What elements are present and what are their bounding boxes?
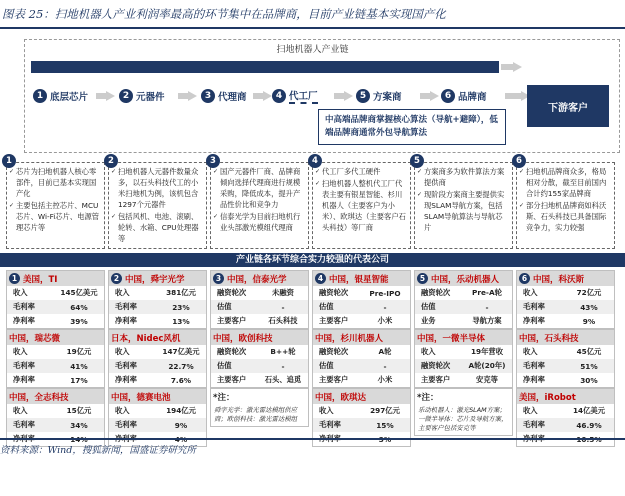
- step-number: 2: [119, 89, 133, 103]
- description-item: ✓ 扫地机器人元器件数量众多，以石头科技代工的小米扫地机为例，该机包含1297个元器件: [112, 166, 203, 210]
- company-name: [415, 330, 512, 345]
- company-group: [210, 388, 309, 427]
- metric-label: 收入: [115, 288, 130, 297]
- company-name-text: 中国，欧琪达: [315, 392, 367, 403]
- metric-value: 46.9%: [576, 420, 602, 430]
- company-column-4: [312, 270, 411, 438]
- metric-label: 估值: [319, 361, 334, 370]
- company-name: [517, 271, 614, 286]
- metric-row: [517, 418, 614, 432]
- algorithm-note-text: 中高端品牌商掌握核心算法（导航+避障），低端品牌商通常外包导航算法: [325, 115, 498, 138]
- rep-header: 产业链各环节综合实力较强的代表公司: [0, 253, 625, 267]
- company-number: 2: [111, 273, 122, 284]
- metric-label: 毛利率: [523, 361, 545, 370]
- metric-value: 15%: [376, 420, 394, 430]
- company-group: [516, 270, 615, 329]
- metric-row: [109, 345, 206, 359]
- company-name-text: 中国，乐动机器人: [431, 274, 500, 285]
- metric-value: -: [383, 302, 387, 312]
- metric-label: 融资轮次: [319, 347, 349, 356]
- metric-value: 9%: [582, 316, 596, 326]
- metric-label: 毛利率: [115, 302, 137, 311]
- company-name: [211, 330, 308, 345]
- company-name-text: 中国，石头科技: [519, 333, 579, 344]
- metric-row: [415, 300, 512, 314]
- step-arrow-head: [263, 91, 272, 101]
- chain-step-2: [119, 86, 165, 106]
- source-note: 资料来源：Wind，搜狐新闻，国盛证券研究所: [0, 445, 196, 456]
- metric-label: 融资轮次: [217, 288, 247, 297]
- title-rule: [0, 27, 625, 29]
- company-name-text: 中国，一微半导体: [417, 333, 486, 344]
- metric-label: 毛利率: [115, 420, 137, 429]
- metric-row: [313, 345, 410, 359]
- metric-row: [517, 314, 614, 328]
- chain-step-4: [272, 86, 318, 106]
- metric-row: [7, 418, 104, 432]
- metric-label: 收入: [523, 288, 538, 297]
- metric-value: 7.6%: [170, 375, 192, 385]
- metric-label: 融资轮次: [319, 288, 349, 297]
- metric-value: 45亿元: [576, 347, 602, 356]
- step-arrow-head: [106, 91, 115, 101]
- company-name: [211, 389, 308, 404]
- step-arrow-shaft: [253, 93, 263, 99]
- top-arrow-shaft: [501, 64, 513, 70]
- chain-step-5: [356, 86, 402, 106]
- metric-row: [517, 300, 614, 314]
- metric-value: -: [485, 302, 489, 312]
- metric-value: 64%: [70, 302, 88, 312]
- metric-row: [7, 314, 104, 328]
- description-number: 2: [104, 154, 118, 168]
- step-arrow-shaft: [96, 93, 106, 99]
- company-column-2: [108, 270, 207, 438]
- algorithm-note: [318, 109, 506, 145]
- company-group: [108, 270, 207, 329]
- company-name-text: 中国，德赛电池: [111, 392, 171, 403]
- company-name: [7, 271, 104, 286]
- metric-row: [211, 314, 308, 328]
- company-name: [109, 330, 206, 345]
- chain-label: 扫地机器人产业链: [276, 45, 349, 55]
- metric-row: [211, 373, 308, 387]
- metric-value: 9%: [174, 420, 188, 430]
- metric-label: 毛利率: [319, 420, 341, 429]
- description-item: ✓ 包括风机、电池、滚刷、轮转、水箱、CPU处理器等: [112, 211, 203, 244]
- metric-label: 收入: [319, 406, 334, 415]
- description-box-5: [414, 155, 513, 249]
- description-item: ✓ 芯片为扫地机器人核心零部件，目前已基本实现国产化: [10, 166, 101, 199]
- step-arrow-shaft: [420, 93, 430, 99]
- metric-value: 34%: [70, 420, 88, 430]
- description-list: [112, 166, 203, 244]
- step-label: 代理商: [218, 92, 247, 103]
- metric-row: [415, 373, 512, 387]
- metric-label: 毛利率: [115, 361, 137, 370]
- company-name: [415, 271, 512, 286]
- company-number: 4: [315, 273, 326, 284]
- metric-label: 主要客户: [319, 316, 349, 325]
- metric-value: 72亿元: [576, 288, 602, 297]
- metric-value: 381亿元: [166, 288, 196, 297]
- metric-label: 收入: [13, 288, 28, 297]
- metric-row: [313, 286, 410, 300]
- metric-label: 净利率: [13, 316, 35, 325]
- company-name-text: 中国，银星智能: [329, 274, 389, 285]
- metric-row: [109, 359, 206, 373]
- company-group: [516, 329, 615, 388]
- company-name-text: 中国，舜宇光学: [125, 274, 185, 285]
- metric-row: [7, 300, 104, 314]
- metric-value: Pre-A轮: [472, 288, 502, 297]
- description-number: 5: [410, 154, 424, 168]
- metric-row: [109, 314, 206, 328]
- step-number: 3: [201, 89, 215, 103]
- metric-row: [415, 345, 512, 359]
- metric-value: -: [383, 361, 387, 371]
- metric-row: [211, 345, 308, 359]
- description-number: 3: [206, 154, 220, 168]
- company-group: [312, 270, 411, 329]
- company-number: 5: [417, 273, 428, 284]
- description-item: ✓ 主要包括主控芯片、MCU芯片、Wi-Fi芯片、电源管理芯片等: [10, 200, 101, 233]
- metric-value: 19亿元: [66, 347, 92, 356]
- metric-label: 融资轮次: [217, 347, 247, 356]
- description-item: ✓ 方案商多为软件算法方案提供商: [418, 166, 509, 188]
- metric-row: [415, 314, 512, 328]
- description-list: [10, 166, 101, 233]
- company-name: [517, 389, 614, 404]
- step-number: 6: [441, 89, 455, 103]
- description-list: [214, 166, 305, 233]
- step-arrow-shaft: [505, 93, 521, 99]
- metric-row: [517, 286, 614, 300]
- metric-value: 147亿美元: [162, 347, 200, 356]
- metric-label: 净利率: [523, 375, 545, 384]
- company-group: [414, 270, 513, 329]
- metric-row: [313, 373, 410, 387]
- chain-step-3: [201, 86, 247, 106]
- metric-label: 主要客户: [217, 316, 247, 325]
- metric-value: 13%: [172, 316, 190, 326]
- description-number: 1: [2, 154, 16, 168]
- company-name: [7, 330, 104, 345]
- metric-row: [211, 300, 308, 314]
- description-item: ✓ 扫地机器人整机代工厂代表主要有银星智能、杉川机器人（主要客户为小米）、欧琪达（主要客户石头科技）等厂商: [316, 178, 407, 233]
- metric-label: 估值: [421, 302, 436, 311]
- metric-row: [109, 404, 206, 418]
- metric-label: 收入: [523, 347, 538, 356]
- metric-value: 51%: [580, 361, 598, 371]
- company-name-text: 中国，欧创科技: [213, 333, 273, 344]
- source-rule: [0, 438, 625, 440]
- metric-value: 145亿美元: [60, 288, 98, 297]
- metric-label: 收入: [115, 406, 130, 415]
- company-name-text: *注：: [417, 392, 439, 403]
- metric-row: [109, 300, 206, 314]
- metric-value: 19年营收: [470, 347, 503, 356]
- metric-value: 14亿美元: [572, 406, 605, 415]
- step-arrow-head: [344, 91, 353, 101]
- metric-value: 194亿元: [166, 406, 196, 415]
- company-name-text: 中国，科沃斯: [533, 274, 585, 285]
- metric-row: [313, 300, 410, 314]
- company-name: [109, 389, 206, 404]
- company-name-text: 中国，全志科技: [9, 392, 69, 403]
- description-item: ✓ 代工厂多代工硬件: [316, 166, 407, 177]
- column-footnote: 乐动机器人：激光SLAM方案；一微半导体：芯片及导航方案，主要客户包括安克等: [418, 406, 508, 432]
- metric-value: 17%: [70, 375, 88, 385]
- metric-label: 融资轮次: [421, 361, 451, 370]
- description-item: ✓ 国产元器件厂商、品牌商倾向选择代理商进行规模采购，降低成本，提升产品性价比和竞争力: [214, 166, 305, 210]
- step-label: 元器件: [136, 92, 165, 103]
- metric-row: [109, 418, 206, 432]
- metric-label: 收入: [421, 347, 436, 356]
- metric-label: 主要客户: [421, 375, 451, 384]
- company-name: [7, 389, 104, 404]
- metric-label: 毛利率: [13, 361, 35, 370]
- description-item: ✓ 现阶段方案商主要提供实现SLAM导航方案，包括SLAM导航算法与导航芯片: [418, 189, 509, 233]
- company-name-text: 美国，TI: [23, 274, 58, 285]
- description-item: ✓ 信泰光学为目前扫地机行业头部激光模组代理商: [214, 211, 305, 233]
- company-column-1: [6, 270, 105, 438]
- metric-label: 收入: [523, 406, 538, 415]
- metric-row: [517, 345, 614, 359]
- chain-top-bar: [31, 61, 499, 73]
- metric-row: [211, 359, 308, 373]
- metric-value: A轮: [378, 347, 392, 356]
- step-label: 品牌商: [458, 92, 487, 103]
- company-group: [6, 329, 105, 388]
- metric-label: 收入: [13, 406, 28, 415]
- step-arrow-head: [188, 91, 197, 101]
- company-name-text: 中国，信泰光学: [227, 274, 287, 285]
- metric-value: 23%: [172, 302, 190, 312]
- metric-row: [313, 418, 410, 432]
- metric-label: 估值: [217, 302, 232, 311]
- company-name-text: 中国，杉川机器人: [315, 333, 384, 344]
- company-name: [109, 271, 206, 286]
- metric-label: 毛利率: [13, 302, 35, 311]
- description-list: [316, 166, 407, 233]
- company-name: [313, 330, 410, 345]
- metric-label: 主要客户: [217, 375, 247, 384]
- chain-step-1: [33, 86, 88, 106]
- company-number: 6: [519, 273, 530, 284]
- downstream-box: 下游客户: [527, 85, 609, 127]
- column-footnote: 舜宇光学：激光雷达模组供应商；欧创科技：激光雷达模组: [214, 406, 298, 423]
- metric-label: 主要客户: [319, 375, 349, 384]
- metric-label: 净利率: [115, 316, 137, 325]
- metric-label: 净利率: [523, 316, 545, 325]
- chain-step-6: [441, 86, 487, 106]
- metric-row: [415, 286, 512, 300]
- metric-row: [313, 359, 410, 373]
- description-box-4: [312, 155, 411, 249]
- metric-value: B++轮: [270, 347, 296, 356]
- step-label: 代工厂: [289, 88, 318, 104]
- metric-value: 小米: [377, 375, 393, 384]
- description-box-2: [108, 155, 207, 249]
- metric-label: 收入: [115, 347, 130, 356]
- description-list: [418, 166, 509, 233]
- metric-value: 导航方案: [472, 316, 502, 325]
- metric-value: 石头、追觅: [264, 375, 302, 384]
- company-group: [414, 329, 513, 388]
- company-name: [415, 389, 512, 404]
- company-group: [210, 329, 309, 388]
- company-group: [6, 270, 105, 329]
- metric-value: 15亿元: [66, 406, 92, 415]
- company-name-text: 日本，Nidec风机: [111, 333, 181, 344]
- company-name: [211, 271, 308, 286]
- metric-row: [7, 359, 104, 373]
- figure-title: 图表 25：扫地机器人产业利润率最高的环节集中在品牌商，目前产业链基本实现国产化: [2, 7, 446, 21]
- company-name: [313, 389, 410, 404]
- metric-label: 毛利率: [13, 420, 35, 429]
- metric-label: 估值: [217, 361, 232, 370]
- metric-label: 净利率: [115, 375, 137, 384]
- metric-label: 收入: [13, 347, 28, 356]
- company-name: [313, 271, 410, 286]
- metric-value: 未融资: [272, 288, 294, 297]
- metric-value: Pre-IPO: [369, 288, 401, 298]
- company-group: [312, 329, 411, 388]
- metric-label: 业务: [421, 316, 436, 325]
- step-label: 底层芯片: [50, 92, 89, 103]
- metric-value: 30%: [580, 375, 598, 385]
- description-box-1: [6, 155, 105, 249]
- metric-row: [517, 404, 614, 418]
- description-box-3: [210, 155, 309, 249]
- step-number: 4: [272, 89, 286, 103]
- company-name-text: 美国，iRobot: [519, 392, 576, 403]
- metric-row: [517, 373, 614, 387]
- description-list: [520, 166, 611, 233]
- metric-row: [517, 359, 614, 373]
- metric-label: 净利率: [13, 375, 35, 384]
- step-number: 1: [33, 89, 47, 103]
- description-number: 6: [512, 154, 526, 168]
- metric-value: 小米: [377, 316, 393, 325]
- company-name: [517, 330, 614, 345]
- company-group: [108, 329, 207, 388]
- metric-value: 41%: [70, 361, 88, 371]
- metric-row: [313, 404, 410, 418]
- step-arrow-shaft: [178, 93, 188, 99]
- metric-label: 估值: [319, 302, 334, 311]
- metric-row: [313, 314, 410, 328]
- metric-label: 融资轮次: [421, 288, 451, 297]
- company-column-3: [210, 270, 309, 438]
- metric-value: A轮(20年): [468, 361, 506, 370]
- company-group: [210, 270, 309, 329]
- metric-row: [7, 286, 104, 300]
- metric-value: 安克等: [476, 375, 498, 384]
- metric-row: [7, 373, 104, 387]
- metric-value: 22.7%: [168, 361, 194, 371]
- metric-label: 毛利率: [523, 420, 545, 429]
- description-number: 4: [308, 154, 322, 168]
- company-number: 1: [9, 273, 20, 284]
- metric-row: [211, 286, 308, 300]
- metric-row: [415, 359, 512, 373]
- step-arrow-head: [430, 91, 439, 101]
- metric-row: [7, 404, 104, 418]
- description-box-6: [516, 155, 615, 249]
- company-group: [414, 388, 513, 436]
- metric-value: 43%: [580, 302, 598, 312]
- company-name-text: *注：: [213, 392, 235, 403]
- company-number: 3: [213, 273, 224, 284]
- step-label: 方案商: [373, 92, 402, 103]
- metric-row: [109, 373, 206, 387]
- metric-value: 39%: [70, 316, 88, 326]
- metric-value: 297亿元: [370, 406, 400, 415]
- company-column-6: [516, 270, 615, 438]
- top-arrow-head: [513, 62, 522, 72]
- metric-value: -: [281, 361, 285, 371]
- description-item: ✓ 扫地机品牌商众多，格局相对分散，截至目前国内合计约155家品牌商: [520, 166, 611, 199]
- metric-value: -: [281, 302, 285, 312]
- metric-row: [7, 345, 104, 359]
- metric-value: 石头科技: [268, 316, 298, 325]
- description-item: ✓ 部分扫地机品牌商如科沃斯、石头科技已具备国际竞争力，实力较强: [520, 200, 611, 233]
- metric-row: [109, 286, 206, 300]
- company-column-5: [414, 270, 513, 438]
- step-arrow-shaft: [334, 93, 344, 99]
- metric-label: 毛利率: [523, 302, 545, 311]
- company-name-text: 中国，瑞芯微: [9, 333, 61, 344]
- step-number: 5: [356, 89, 370, 103]
